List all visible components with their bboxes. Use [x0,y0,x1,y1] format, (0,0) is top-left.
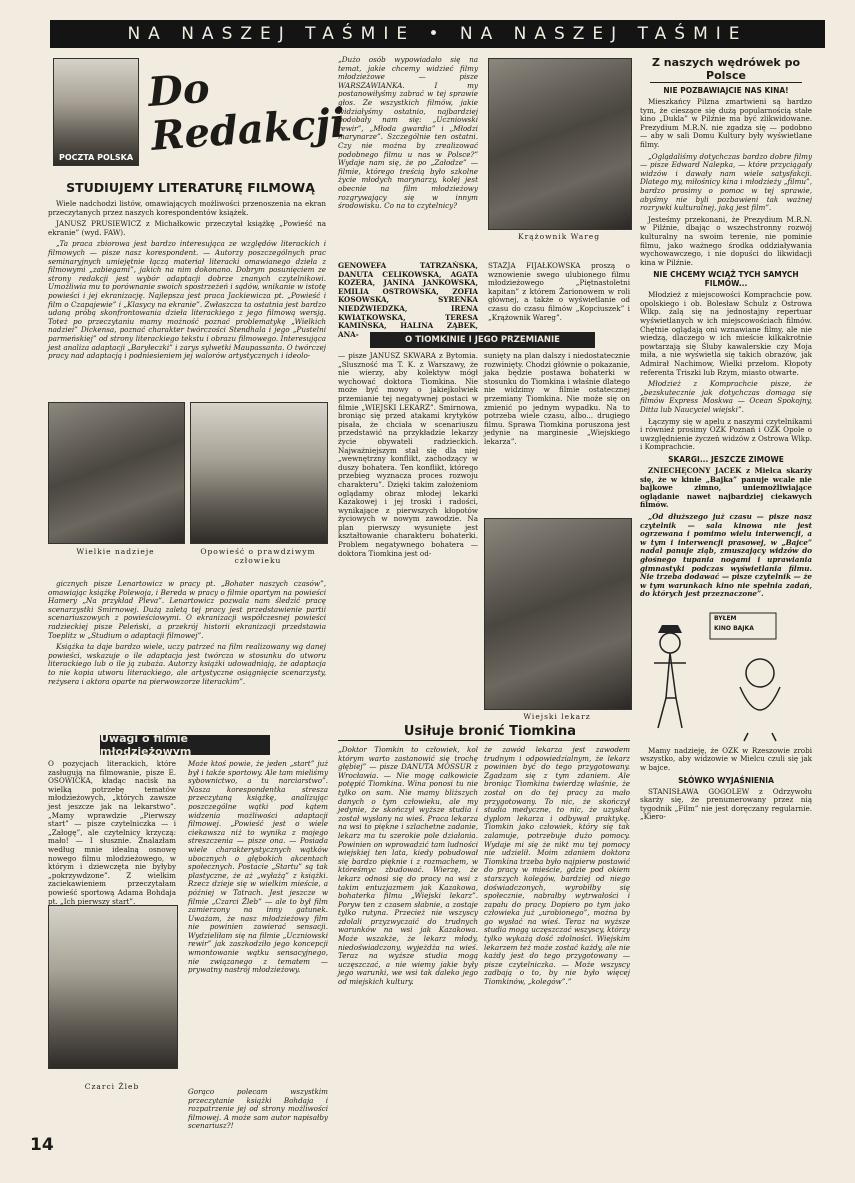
paragraph: „Od dłuższego już czasu — pisze nasz czytelnik — sala kinowa nie jest ogrzewana i pomimo wielu interwencji, a w tym i interwencji prasowej, w „Bajce” nadal panuje ziąb, zmuszający widzów do głośnego tupania nogami i uprawiania gimnastyki podczas wyświetlania filmu. Nie trzeba dodawać — pisze czytelnik — że w tym warunkach kino nie spełnia zadań, do których jest przeznaczone”. [640,511,812,599]
sub-heading: SKARGI... JESZCZE ZIMOWE [668,454,784,464]
postage-stamp [53,58,139,166]
photo-wiejski-lekarz [484,518,632,710]
caption-wielkie-nadzieje: Wielkie nadzieje [76,547,155,556]
paragraph: Książka ta daje bardzo wiele, uczy patrzeć na film realizowany wg danej powieści, wskazuje o ile adaptacja jest twórcza w stosunku do utworu literackiego lub o ile ją zubaża. Autorzy książki udowadniają, że adaptacja to nie kopia utworu literackiego, ale artystyczne osiągnięcie scenarzysty, reżysera i aktora oparte na pierwowzorze literackim”. [48,642,326,686]
photo-krazownik [488,58,632,230]
paragraph: Łączymy się w apelu z naszymi czytelnikami i również prosimy OZK Poznań i OZK Opole o uwzględnienie życzeń widzów z Ostrowa Wlkp. i Komprachcie. [640,416,812,452]
stamp-label: POCZTA POLSKA [58,153,134,162]
cartoon-drawing [640,603,812,743]
paragraph: Wiele nadchodzi listów, omawiających możliwości przenoszenia na ekran przeczytanych przez naszych korespondentów książek. [48,199,326,217]
article-literatura [48,200,326,398]
section-banner: NA NASZEJ TAŚMIE • NA NASZEJ TAŚMIE [50,20,825,48]
masthead-title: Do Redakcji [146,64,347,160]
divider [338,740,630,741]
cartoon [640,603,812,743]
photo-opowiesc [190,402,328,544]
sub-heading: SŁÓWKO WYJAŚNIENIA [678,775,774,785]
tiomkina-right: sunięty na plan dalszy i niedostatecznie rozwinięty. Chodzi głównie o pokazanie, jaka będzie postawa bohaterki w stosunku do Tiomkina i właśnie dlatego nie widzimy w filmie ostatecznej przemiany Tiomkina. Nie może się on zmienić po jednym wypadku. Na to potrzeba wiele czasu, albo... drugiego filmu. Sprawa Tiomkina poruszona jest jedynie na marginesie „Wiejskiego lekarza”. [484,351,630,446]
column-wedrowki [640,56,812,1156]
cartoon-sign-2: KINO BAJKA [714,624,754,632]
sub-heading: NIE CHCEMY WCIĄŻ TYCH SAMYCH FILMÓW... [653,270,799,289]
tiomkina-left: — pisze JANUSZ SKWARA z Bytomia. „Sluszność ma T. K. z Warszawy, że nie wierzy, aby kolektyw mógł wychować doktora Tiomkina. Nie może być mowy o jakiejkolwiek przemianie tej negatywnej postaci w filmie „WIEJSKI LEKARZ”. Smirnowa, broniąc się przed atakami krytyków pisała, że chciała w scenariuszu przedstawić na przykładzie lekarzy życie obywateli radzieckich. Najważniejszym stał się dla niej „wewnętrzny konflikt, zachodzący w duszy bohatera. Ten konflikt, którego przebieg wyznacza proces rozwoju charakteru”. Dzięki takim założeniom oglądamy obraz młodej lekarki Kazakowej i jej troski i radości, wynikające z pierwszych kłopotów życiowych w nowym zawodzie. Na plan pierwszy wysunięte jest kształtowanie charakteru bohaterki. Problem negatywnego bohatera — doktora Tiomkina jest od- [338,351,478,558]
sub-heading: NIE POZBAWIAJCIE NAS KINA! [663,86,789,95]
heading-uwagi: Uwagi o filmie młodzieżowym [100,735,270,755]
paragraph: STANISŁAWA GOGOLEW z Odrzywołu skarży się, że prenumerowany przez nią tygodnik „Film” nie jest doręczany regularnie. „Kiero- [640,786,812,822]
caption-krazownik: Krążownik Wareg [517,232,601,241]
stazja-text: STAZJA FIJAŁKOWSKA proszą o wznowienie swego ulubionego filmu młodzieżowego „Piętnastoletni kapitan” z którem Żarionowem w roli głównej, a także o wyświetlanie od czasu do czasu filmów „Kopciuszek” i „Krążownik Wareg”. [488,261,630,322]
paragraph: gicznych pisze Lenartowicz w pracy pt. „Bohater naszych czasów”, omawiając książkę Polewoja, i Bereda w pracy o filmie opartym na powieści Hamery „Na przykład Pleva”. Lenartowicz pozwala nam śledzić pracę scenarzystki Smirnowej. Dużą zaletą tej pracy jest przedstawienie partii scenariuszowych z powieściowymi. O ekranizacji współczesnej powieści radzieckiej pisze Peleński, a przekrój historii ekranizacji przedstawia Toeplitz w „Studium o adaptacji filmowej”. [48,579,326,640]
paragraph: Młodzież z Komprachcie pisze, że „bezskutecznie jak dotychczas domaga się filmów Express Moskwa — Ocean Spokojny, Ditta lub Naucyciel wiejski”. [640,379,812,414]
heading-tiomkina: O TIOMKINIE I JEGO PRZEMIANIE [370,332,595,348]
caption-opowiesc: Opowieść o prawdziwym człowieku [200,547,316,565]
uwagi-right: Gorąco polecam wszystkim przeczytanie książki Bohdaja i rozpatrzenie jej od strony możliwości filmowej. A może sam autor napisałby scenariusz?! [188,1087,328,1131]
photo-czarci-zleb [48,905,178,1069]
paragraph: „Ta praca zbiorowa jest bardzo interesująca ze względów literackich i filmowych — pisze nasz korespondent. — Autorzy poszczególnych prac seminaryjnych umiejętnie łączą materiał literacki omawianego dzieła z filmowymi „zabiegami”, jakich na nim dokonano. Dobrym posunięciem ze strony redakcji jest wybór adaptacji dobrze znanych czytelnikowi. Umożliwia mu to porównanie swoich spostrzeżeń i sądów, wnikanie w istotę powieści i jej ekranizację. Najlepsza jest praca Jackiewicza pt. „Powieść i film o Czapajewie” i „Klasycy na ekranie”. Zwłaszcza ta ostatnia jest bardzo udaną próbą skonfrontowania dzieła literackiego z jego filmową wersją. Toteż po przeczytaniu mamy możność poznać problematykę „Wielkich nadziei” Dickensa, poznać charakter twórczości Stendhala i jego „Pustelni parmeńskiej” od strony literackiego tekstu i obrazu filmowego. Interesująca jest analiza adaptacji „Baryłeczki” i zarys sylwetki Maupassanta. O twórczej pracy nad adaptacją i podniesieniem jej walorów artystycznych i ideolo- [48,239,326,361]
article-mlodziez: „Dużo osób wypowiadało się na temat, jakie chcemy widzieć filmy młodzieżowe — pisze WARSZAWIANKA. I my postanowiłyśmy zabrać w tej sprawie głos. Ze wszystkich filmów, jakie widziałyśmy ostatnio, najbardziej podobały nam się: „Uczniowski rewir”, „Młoda gwardia” i „Młodzi marynarze”. Szczególnie ten ostatni. Czy nie można by zrealizować podobnego filmu u nas w Polsce?” Wydaje nam się, że po „Załodze” — filmie, którego treścią było szkolne życie młodych marynarzy, kolej jest obecnie na film młodzieżowy rozgrywający się w innym środowisku. Co na to czytelnicy? [338,55,478,211]
paragraph: Młodzież z miejscowości Komprachcie pow. opolskiego i ob. Bolesław Schulz z Ostrowa Wlkp. żalą się na jednostajny repertuar wyświetlanych w ich miejscowościach filmów. Chętnie oglądają oni wznawiane filmy, ale nie wiedzą, dlaczego w ich mieście kilkakrotnie powtarzają się Śluby kawalerskie czy Moja miła, a nie wyświetla się takich obrazów, jak Admirał Nachimow, Wielki przełom. Kłopoty referenta Triszki lub Rzym, miasto otwarte. [640,290,812,377]
cartoon-sign-1: BYŁEM [714,614,737,622]
paragraph: Mamy nadzieję, że OZK w Rzeszowie zrobi wszystko, aby widzowie w Mielcu czuli się jak w bajce. [640,745,812,773]
paragraph: ZNIECHĘCONY JACEK z Mielca skarży się, że w kinie „Bajka” panuje wcale nie bajkowe zimno, uniemożliwiające oglądanie nawet najbardziej ciekawych filmów. [640,465,812,510]
signatures: GENOWEFA TATRZAŃSKA, DANUTA CELIKOWSKA, AGATA KOZERA, JANINA JANKOWSKA, EMILIA OSTROWSKA, ZOFIA KOSOWSKA, SYRENKA NIEDŹWIEDZKA, IRENA KWIATKOWSKA, TERESA KAMIŃSKA, HALINA ZĄBEK, ANA- [338,261,478,339]
uwagi-mid: Może ktoś powie, że jeden „start” już był i także sportowy. Ale tam mieliśmy sybownictwo, a tu narciarstwo”. Nasza korespondentka stresza przeczytaną książkę, analizując poszczególne wątki pod kątem widzenia możliwości adaptacji filmowej. „Powieść jest o wiele ciekawsza niż to wynika z mojego streszczenia — pisze ona. — Posiada wiele charakterystycznych wątków ubocznych o głębokich akcentach społecznych. Postacie „Startu” są tak plastyczne, że aż „wyłażą” z książki. Rzecz dzieje się w wielkim mieście, a później w Tatrach. Jest jeszcze w filmie „Czarci Żleb” — ale to był film zamierzony na inny gatunek. Uważam, że nasz młodzieżowy film nie powinien zawierać sensacji. Wydzieliłam się na filmie „Uczniowski rewir” jak zaszkodziło jego koncepcji wmontowanie wątku sensacyjnego, nie związanego z tematem — prywatny nastrój młodzieżowy. [188,759,328,975]
usiluje-mid: że zawód lekarza jest zawodem trudnym i odpowiedzialnym, że lekarz powinien być do tego przygotowany. Zgadzam się z tym zdaniem. Ale broniąc Tiomkina twierdzę właśnie, że został on do tej pracy za mało przygotowany. To nic, że skończył studia medyczne, to nic, że uzyskał dyplom lekarza i odbywał praktykę. Tiomkin jako człowiek, który się tak zalamuje, potrzebuje dużo pomocy. Wydaje mi się że nikt mu tej pomocy nie udzielił. Moim zdaniem doktora Tiomkina trzeba było najpierw postawić do pracy w mieście, gdzie pod okiem starszych kolegów, bardziej od niego doświadczonych, wyrobiłby się społecznie, nabrałby wytrwałości i zapału do pracy. Dopiero po tym jako człowieka już „urobionego”, można by go wysłać na wieś. Teraz na wyższe studia mogą uczęszczać wszyscy, którzy tylko wykażą dość zdolności. Wiejskim lekarzem też może zostać każdy, ale nie każdy jest do tego przygotowany — pisze czytelniczka. — Może wszyscy zadbają o to, by nie było więcej Tiomkinów, „kolegów”.” [484,745,630,987]
paragraph: „Oglądaliśmy dotychczas bardzo dobre filmy — pisze Edward Nalepka, — które przyciągały widzów i dawały nam wiele satysfakcji. Dlatego my, miłośnicy kina i młodzieży „filmu”, bardzo prosimy o pomoc w tej sprawie, abyśmy nie byli pozbawieni tak ważnej rozrywki kulturalnej, jaką jest film”. [640,151,812,213]
page-number: 14 [30,1135,54,1155]
uwagi-left: O pozycjach literackich, które zasługują na filmowanie, pisze E. OSOWICKA, kładąc nacisk na wielką potrzebę tematów młodzieżowych, „których zawsze jest jeszcze jak na lekarstwo”. „Mamy wprawdzie „Pierwszy start” — pisze czytelniczka — i „Załogę”, ale czytelnicy krzyczą: mało! — I słusznie. Znalazłam według mnie idealną osnowę nowego filmu młodzieżowego, w którym i dziewczęta nie byłyby „pokrzywdzone”. Z wielkim zaciekawieniem przeczytałam powieść sportową Adama Bohdaja pt. „Ich pierwszy start”. [48,759,176,906]
paragraph: Jesteśmy przekonani, że Prezydium M.R.N. w Pilźnie, dbając o wszechstronny rozwój kulturalny na swoim terenie, nie pominie filmu, jako ważnego środka oddziaływania wychowawczego, i nie dopuści do likwidacji kina w Pilźnie. [640,214,812,267]
usiluje-left: „Doktor Tiomkin to człowiek, kol którym warto zastanowić się trochę głębiej” — pisze DANUTA MOSSUR z Wrocławia. — Nie mogę całkowicie potępić Tiomkina. Wina ponosi tu nie tylko on sam. Nie mamy bliższych danych o tym człowieku, ale my jedynie, że skończył wyższe studia i został wysłany na wieś. Praca lekarza na wsi to piękne i szlachetne zadanie, lekarz ma tu szerokie pole działania. Powinien on wprowadzić tam ludności wiejskiej ten lata, kiedy pobudował się bardzo pięknie i z rozmachem, w któreśmyc zbudować. Wierzę, że lekarz odnosi się do pracy na wsi z takim entuzjazmem jak Kazakowa, bohaterka filmu „Wiejski lekarz”. Poryw ten z czasem słabnie, a zostaje tylko rutyna. Przecież nie wszyscy zdolali przyzwyczaić do trudnych warunków na wsi jak Kazakowa. Może wszakże, że lekarz młody, niedoświadczony, wyjeżdża na wieś. Teraz na wyższe studia mogą uczęszczać, a nie wiemy jakie były jego warunki, we wsi tak daleko jego od miejskich kultury. [338,745,478,987]
heading-usiluje: Usiłuje bronić Tiomkina [403,724,577,739]
caption-czarci-zleb: Czarci Żleb [84,1082,140,1091]
heading-wedrowki: Z naszych wędrówek po Polsce [651,56,801,82]
paragraph: Mieszkańcy Pilzna zmartwieni są bardzo tym, że cieszące się dużą popularnością stałe kino „Dukla” w Pilźnie ma być zlikwidowane. Prezydium M.R.N. nie zgadza się — podobno — aby w sali Domu Kultury były wyświetlane filmy. [640,97,812,149]
caption-wiejski-lekarz: Wiejski lekarz [523,712,591,721]
photo-wielkie-nadzieje [48,402,185,544]
article-literatura-cont [48,580,326,720]
headline-literatura: STUDIUJEMY LITERATURĘ FILMOWĄ [66,180,315,195]
paragraph: JANUSZ PRUSIEWICZ z Michałkowic przeczytał książkę „Powieść na ekranie” (wyd. FAW). [48,219,326,237]
